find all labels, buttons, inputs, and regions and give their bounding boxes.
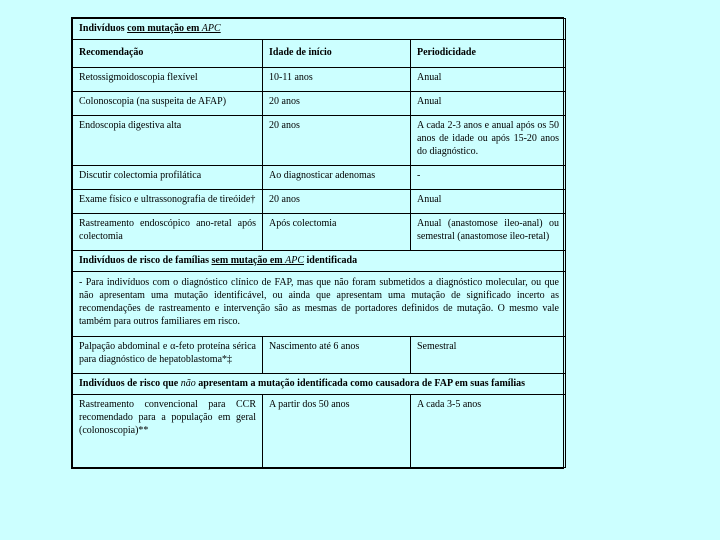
- section1-title: Indivíduos com mutação em APC: [73, 19, 566, 40]
- section3-title-row: [73, 374, 566, 395]
- column-header-row: [73, 40, 566, 68]
- section1-title-row: [73, 19, 566, 40]
- cell-start-age: Após colectomia: [263, 214, 411, 251]
- cell-start-age: Nascimento até 6 anos: [263, 337, 411, 374]
- cell-recommendation: Endoscopia digestiva alta: [73, 116, 263, 166]
- cell-recommendation: Rastreamento endoscópico ano-retal após colectomia: [73, 214, 263, 251]
- cell-recommendation: Discutir colectomia profilática: [73, 166, 263, 190]
- cell-start-age: 20 anos: [263, 190, 411, 214]
- cell-periodicity: Anual (anastomose ileo-anal) ou semestral (anastomose ileo-retal): [411, 214, 566, 251]
- cell-periodicity: Semestral: [411, 337, 566, 374]
- cell-periodicity: -: [411, 166, 566, 190]
- header-periodicidade: Periodicidade: [411, 40, 566, 68]
- table-row: [73, 337, 566, 374]
- cell-periodicity: Anual: [411, 190, 566, 214]
- cell-start-age: 10-11 anos: [263, 68, 411, 92]
- table-row: [73, 166, 566, 190]
- cell-recommendation: Exame físico e ultrassonografia de tireóide†: [73, 190, 263, 214]
- cell-start-age: A partir dos 50 anos: [263, 395, 411, 468]
- header-idade-inicio: Idade de início: [263, 40, 411, 68]
- cell-recommendation: Retossigmoidoscopia flexível: [73, 68, 263, 92]
- screening-table-container: [71, 17, 564, 469]
- section2-title-row: [73, 251, 566, 272]
- table-row: [73, 395, 566, 468]
- table-row: [73, 214, 566, 251]
- table-row: [73, 190, 566, 214]
- cell-start-age: Ao diagnosticar adenomas: [263, 166, 411, 190]
- cell-start-age: 20 anos: [263, 92, 411, 116]
- header-recomendacao: Recomendação: [73, 40, 263, 68]
- cell-periodicity: Anual: [411, 92, 566, 116]
- cell-periodicity: A cada 3-5 anos: [411, 395, 566, 468]
- section2-note-row: [73, 272, 566, 337]
- cell-periodicity: A cada 2-3 anos e anual após os 50 anos de idade ou após 15-20 anos do diagnóstico.: [411, 116, 566, 166]
- table-row: [73, 92, 566, 116]
- cell-start-age: 20 anos: [263, 116, 411, 166]
- table-row: [73, 68, 566, 92]
- table-row: [73, 116, 566, 166]
- section2-title: Indivíduos de risco de famílias sem mutação em APC identificada: [73, 251, 566, 272]
- cell-recommendation: Colonoscopia (na suspeita de AFAP): [73, 92, 263, 116]
- section2-note: - Para indivíduos com o diagnóstico clínico de FAP, mas que não foram submetidos a diagnóstico molecular, ou que não apresentam uma mutação identificável, ou ainda que apresentam uma mutação de significado incerto as recomendações de rastreamento e intervenção são as mesmas de portadores definidos de mutação. O mesmo vale também para outros familiares em risco.: [73, 272, 566, 337]
- section3-title: Indivíduos de risco que não apresentam a mutação identificada como causadora de FAP em suas famílias: [73, 374, 566, 395]
- cell-recommendation: Palpação abdominal e α-feto proteína sérica para diagnóstico de hepatoblastoma*‡: [73, 337, 263, 374]
- screening-table: [72, 18, 566, 468]
- cell-recommendation: Rastreamento convencional para CCR recomendado para a população em geral (colonoscopia)**: [73, 395, 263, 468]
- cell-periodicity: Anual: [411, 68, 566, 92]
